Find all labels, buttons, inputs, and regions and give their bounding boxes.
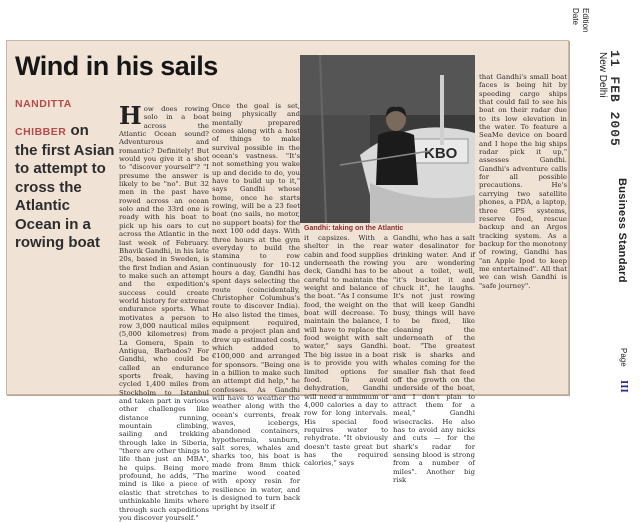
newspaper-clipping bbox=[6, 40, 569, 522]
article-column-5: that Gandhi's small boat faces is being hit by speeding cargo ships that could fail to see his boat on their radar due to its low elevation in the water. To feature a SeaMe device on board and I hope the big ships radar pick it up," assesses Gandhi. Gandhi's adventure calls for all possible precautions. He's carrying two satellite phones, a PDA, a laptop, three GPS systems, reserve food, rescue backup and an Argos tracking system. As a backup for the monotony of rowing, Gandhi has "an Apple Ipod to keep me entertained". All that we can wish Gandhi is "safe journey". bbox=[479, 73, 567, 290]
page-label: Page bbox=[619, 348, 628, 367]
photo-caption: Gandhi: taking on the Atlantic bbox=[304, 225, 404, 232]
byline-last-name: CHIBBER bbox=[15, 126, 67, 138]
byline-first-name: NANDITTA bbox=[15, 98, 72, 110]
article-photo bbox=[300, 55, 475, 223]
rower-in-boat-image bbox=[300, 55, 475, 223]
date-label: Date bbox=[571, 8, 580, 25]
article-column-4: Gandhi, who has a salt water desalinator for drinking water. And if you are wondering about a toilet, well, "it's bucket it and chuck it", he laughs. It's not just rowing that will keep Gandhi busy, things will have to be fixed, like cleaning the underneath of the boat. "The greatest risk is sharks and whales coming for the smaller fish that feed off the growth on the underside of the boat, and I don't plan to attract them for a meal," Gandhi wisecracks. He also has to avoid any nicks and cuts — for the shark's radar for sensing blood is strong from a number of miles". Another big risk bbox=[393, 234, 475, 484]
article-column-1 bbox=[119, 101, 209, 522]
boat-lettering: KBO bbox=[424, 145, 458, 162]
kicker-text: on the first Asian to attempt to cross the Atlantic Ocean in a rowing boat bbox=[15, 122, 115, 251]
article-headline: Wind in his sails bbox=[15, 51, 218, 81]
edition-label: Edition bbox=[581, 8, 590, 33]
edition-value: New Delhi bbox=[597, 52, 608, 98]
date-value: 11 FEB 2005 bbox=[607, 50, 622, 147]
article-column-3: it capsizes. With a shelter in the rear cabin and food supplies underneath the rowing deck, Gandhi has to be careful to maintain the weight and balance of the boat. "As I consume food, the weight on the boat will decrease. To maintain the balance, I will have to replace the food weight with salt water," says Gandhi. The big issue in a boat is to provide you with limited options for food. To avoid dehydration, Gandhi will need a minimum of 4,000 calories a day to row for long intervals. His special food requires water to rehydrate. "It obviously doesn't taste great but has the required calories," says bbox=[304, 234, 388, 468]
publication-name: Business Standard bbox=[616, 178, 628, 283]
article-byline bbox=[15, 98, 72, 111]
drop-cap: H bbox=[119, 101, 142, 130]
article-column-2: Once the goal is set, being physically and mentally prepared comes along with a host of things to make survival possible in the ocean's vastness. "It's not something you wake up and decide to do, you have to build up to it," says Gandhi whose home, once he starts rowing, will be a 23 feet boat (no sails, no motor, no support boats) for the next 100 odd days. With three hours at the gym everyday to build the stamina to row continuously for 10-12 hours a day, Gandhi has spent days selecting the route (coincidentally, Christopher Columbus's route to discover India). He also listed the times, equipment required, made a project plan and drew up estimated costs, which added to €100,000 and arranged for sponsors. "Being one in a billion to make such an attempt did help," he confesses. As Gandhi will have to weather the weather along with the ocean's currents, freak waves, icebergs, abandoned containers, hypothermia, sunburn, salt sores, whales and sharks too, his boat is made from 8mm thick marine wood coated with epoxy resin for resilience in water, and is designed to turn back upright by itself if bbox=[212, 102, 300, 511]
article-kicker bbox=[15, 122, 115, 253]
column-1-text: ow does rowing solo in a boat across the Atlantic Ocean sound? Adventurous and romantic? Definitely! But would you give it a shot to "discover yourself"? "I presume the answer is likely to be "no". But 32 men in the past have rowed across an ocean solo and the 33rd one is ready with his boat to pick up his oars to cut across the Atlantic in the last week of February. Bhavik Gandhi, in his late 20s, based in Sweden, is the first Indian and Asian to make such an attempt and the expedition's success could create world history for extreme endurance sports. What motivates a person to row 3,000 nautical miles (5,000 kilometres) from La Gomera, Spain to Antigua, Barbados? For Gandhi, who could be called an endurance sports freak, having cycled 1,400 miles from Stockholm to Istanbul and taken part in various other challenges like distance running, mountain climbing, sailing and trekking through lake in Siberia, "there are other things to life than just an MBA", he quips. Being more profound, he adds, "The mind is like a piece of elastic that stretches to unthinkable limits where through such expeditions you discover yourself." bbox=[119, 105, 209, 522]
page-number: III bbox=[618, 380, 630, 393]
